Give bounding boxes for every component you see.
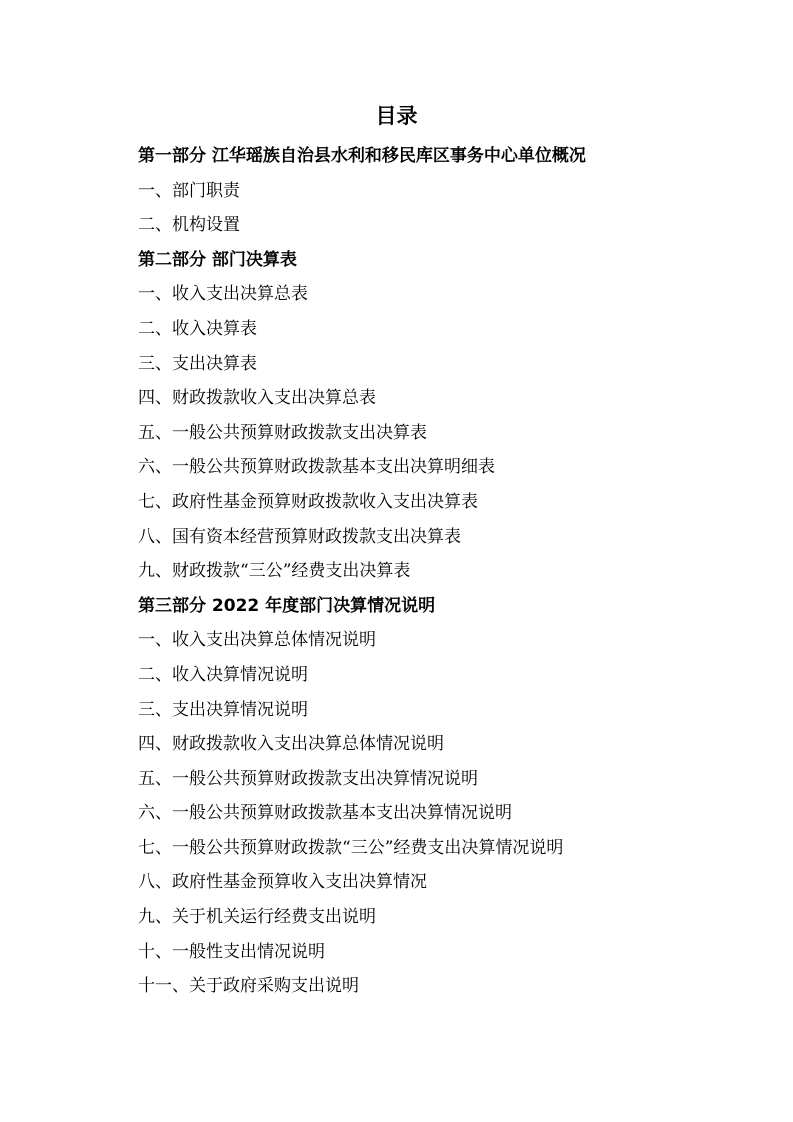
table-of-contents (138, 139, 758, 1004)
toc-entry: 二、收入决算表 (138, 318, 257, 339)
toc-entry: 九、关于机关运行经费支出说明 (138, 907, 376, 928)
toc-entry: 五、一般公共预算财政拨款支出决算表 (138, 422, 427, 443)
toc-part-2: 第二部分 部门决算表 (138, 249, 297, 270)
toc-entry: 五、一般公共预算财政拨款支出决算情况说明 (138, 768, 478, 789)
page-title: 目录 (375, 104, 418, 128)
toc-entry: 十一、关于政府采购支出说明 (138, 976, 359, 997)
toc-entry: 七、一般公共预算财政拨款“三公”经费支出决算情况说明 (138, 837, 564, 858)
toc-entry: 十、一般性支出情况说明 (138, 941, 325, 962)
toc-entry: 六、一般公共预算财政拨款基本支出决算情况说明 (138, 803, 512, 824)
toc-part-3: 第三部分 2022 年度部门决算情况说明 (138, 595, 436, 616)
toc-entry: 六、一般公共预算财政拨款基本支出决算明细表 (138, 457, 495, 478)
toc-entry: 二、机构设置 (138, 215, 240, 236)
toc-entry: 一、收入支出决算总体情况说明 (138, 630, 376, 651)
toc-entry: 二、收入决算情况说明 (138, 664, 308, 685)
toc-entry: 四、财政拨款收入支出决算总体情况说明 (138, 734, 444, 755)
toc-part-1: 第一部分 江华瑶族自治县水利和移民库区事务中心单位概况 (138, 146, 586, 166)
toc-entry: 一、部门职责 (138, 180, 240, 201)
toc-entry: 八、政府性基金预算收入支出决算情况 (138, 872, 427, 893)
toc-entry: 三、支出决算表 (138, 353, 257, 374)
toc-entry: 三、支出决算情况说明 (138, 699, 308, 720)
toc-entry: 七、政府性基金预算财政拨款收入支出决算表 (138, 491, 478, 512)
toc-entry: 九、财政拨款“三公”经费支出决算表 (138, 561, 411, 582)
toc-entry: 一、收入支出决算总表 (138, 284, 308, 305)
toc-entry: 四、财政拨款收入支出决算总表 (138, 388, 376, 409)
toc-entry: 八、国有资本经营预算财政拨款支出决算表 (138, 526, 461, 547)
